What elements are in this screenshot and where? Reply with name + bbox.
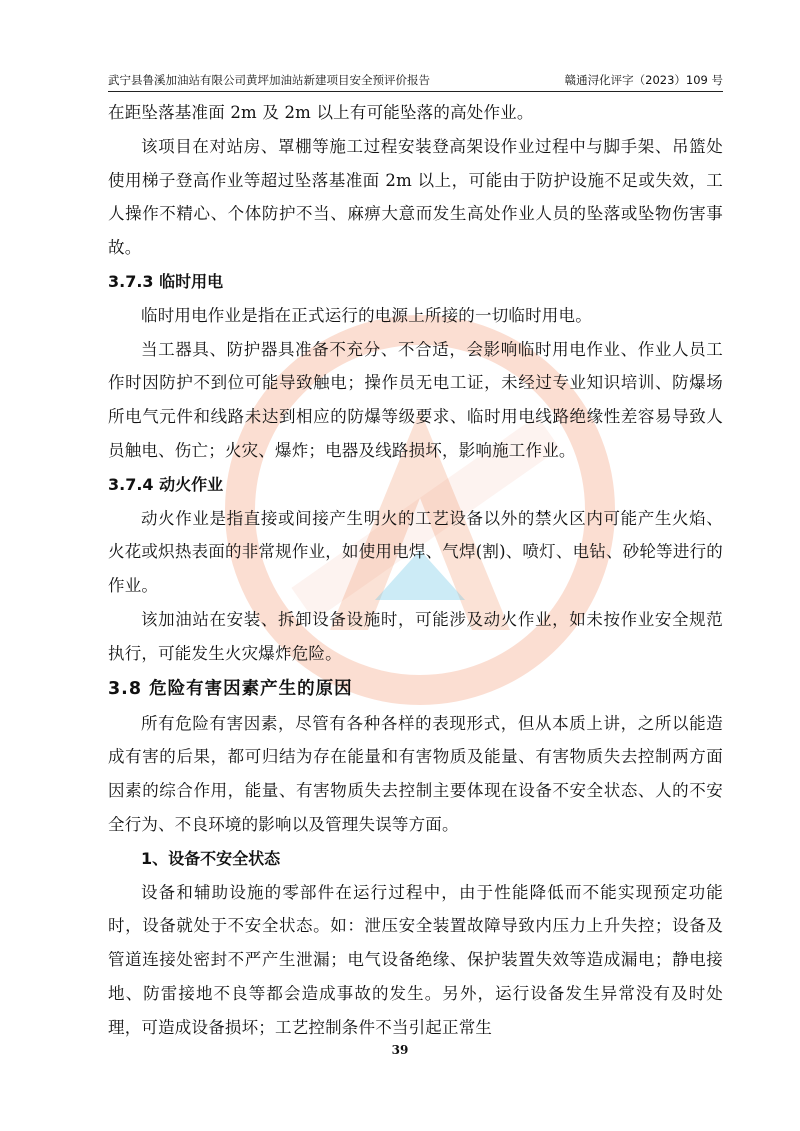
header-divider — [108, 91, 723, 92]
section-heading-3-7-3: 3.7.3 临时用电 — [108, 271, 224, 291]
header-report-number: 赣通浔化评字（2023）109 号 — [564, 73, 723, 87]
section-heading-3-8: 3.8 危险有害因素产生的原因 — [108, 678, 353, 699]
header-report-title: 武宁县鲁溪加油站有限公司黄坪加油站新建项目安全预评价报告 — [108, 73, 430, 87]
paragraph: 当工器具、防护器具准备不充分、不合适，会影响临时用电作业、作业人员工作时因防护不到位可能导致触电；操作员无电工证，未经过专业知识培训、防爆场所电气元件和线路未达到相应的防爆等级要求、临时用电线路绝缘性差容易导致人员触电、伤亡；火灾、爆炸；电器及线路损坏，影响施工作业。 — [108, 339, 723, 460]
section-heading-3-7-4: 3.7.4 动火作业 — [108, 474, 224, 494]
paragraph: 该项目在对站房、罩棚等施工过程安装登高架设作业过程中与脚手架、吊篮处使用梯子登高作业等超过坠落基准面 2m 以上，可能由于防护设施不足或失效，工人操作不精心、个体防护不当、麻痹大意而发生高处作业人员的坠落或坠物伤害事故。 — [108, 136, 723, 258]
page-header — [108, 70, 723, 90]
paragraph: 临时用电作业是指在正式运行的电源上所接的一切临时用电。 — [141, 305, 592, 325]
page-number: 39 — [391, 1043, 409, 1057]
subheading-equipment-unsafe-state: 1、设备不安全状态 — [141, 848, 281, 868]
paragraph: 设备和辅助设施的零部件在运行过程中，由于性能降低而不能实现预定功能时，设备就处于不安全状态。如：泄压安全装置故障导致内压力上升失控；设备及管道连接处密封不严产生泄漏；电气设备绝缘、保护装置失效等造成漏电；静电接地、防雷接地不良等都会造成事故的发生。另外，运行设备发生异常没有及时处理，可造成设备损坏；工艺控制条件不当引起正常生 — [108, 882, 723, 1037]
document-body — [108, 96, 723, 1045]
paragraph: 所有危险有害因素，尽管有各种各样的表现形式，但从本质上讲，之所以能造成有害的后果，都可归结为存在能量和有害物质及能量、有害物质失去控制两方面因素的综合作用，能量、有害物质失去控制主要体现在设备不安全状态、人的不安全行为、不良环境的影响以及管理失误等方面。 — [108, 713, 723, 834]
paragraph: 该加油站在安装、拆卸设备设施时，可能涉及动火作业，如未按作业安全规范执行，可能发生火灾爆炸危险。 — [108, 609, 723, 663]
paragraph: 在距坠落基准面 2m 及 2m 以上有可能坠落的高处作业。 — [108, 103, 534, 122]
paragraph: 动火作业是指直接或间接产生明火的工艺设备以外的禁火区内可能产生火焰、火花或炽热表面的非常规作业，如使用电焊、气焊(割)、喷灯、电钻、砂轮等进行的作业。 — [108, 508, 723, 596]
